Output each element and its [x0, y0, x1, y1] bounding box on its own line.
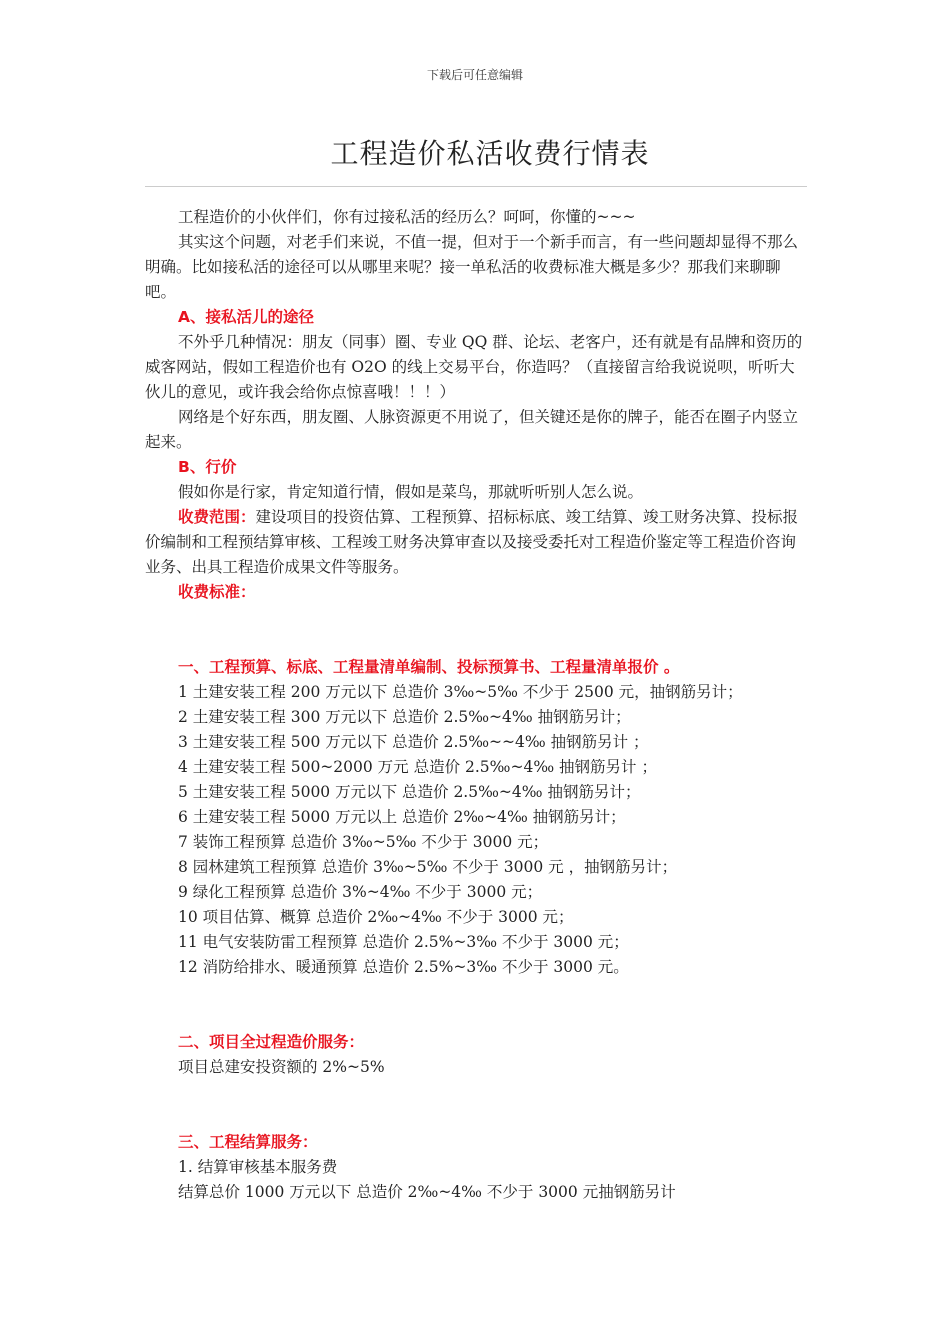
list-item: 3 土建安装工程 500 万元以下 总造价 2.5‰~~4‰ 抽钢筋另计 ； [178, 733, 649, 751]
intro-paragraph: 其实这个问题，对老手们来说，不值一提，但对于一个新手而言，有一些问题却显得不那么明确。比如接私活的途径可以从哪里来呢？接一单私活的收费标准大概是多少？那我们来聊聊吧。 [145, 233, 799, 301]
fee-scope-paragraph [145, 505, 807, 580]
list-item: 7 装饰工程预算 总造价 3‰~5‰ 不少于 3000 元； [178, 833, 549, 851]
section-b-heading: B、行价 [178, 458, 237, 476]
spacer [145, 605, 807, 655]
spacer [145, 1080, 807, 1130]
intro-paragraph: 工程造价的小伙伴们，你有过接私活的经历么？呵呵，你懂的~~~ [178, 208, 636, 226]
list-item: 12 消防给排水、暖通预算 总造价 2.5%~3‰ 不少于 3000 元。 [178, 958, 629, 976]
part3-line: 结算总价 1000 万元以下 总造价 2‰~4‰ 不少于 3000 元抽钢筋另计 [178, 1183, 676, 1201]
part2-text: 项目总建安投资额的 2%~5% [178, 1058, 385, 1076]
fee-standard-label: 收费标准： [178, 583, 256, 601]
list-item: 2 土建安装工程 300 万元以下 总造价 2.5‰~4‰ 抽钢筋另计； [178, 708, 631, 726]
list-item: 9 绿化工程预算 总造价 3%~4‰ 不少于 3000 元； [178, 883, 543, 901]
list-item: 11 电气安装防雷工程预算 总造价 2.5%~3‰ 不少于 3000 元； [178, 933, 629, 951]
document-body [145, 205, 807, 1205]
list-item: 1 土建安装工程 200 万元以下 总造价 3‰~5‰ 不少于 2500 元，抽钢筋另计； [178, 683, 743, 701]
part3-line: 1. 结算审核基本服务费 [178, 1158, 338, 1176]
list-item: 8 园林建筑工程预算 总造价 3‰~5‰ 不少于 3000 元 ，抽钢筋另计； [178, 858, 678, 876]
list-item: 4 土建安装工程 500~2000 万元 总造价 2.5‰~4‰ 抽钢筋另计 ； [178, 758, 657, 776]
list-item: 10 项目估算、概算 总造价 2‰~4‰ 不少于 3000 元； [178, 908, 574, 926]
fee-scope-text: 建设项目的投资估算、工程预算、招标标底、竣工结算、竣工财务决算、投标报价编制和工程预结算审核、工程竣工财务决算审查以及接受委托对工程造价鉴定等工程造价咨询业务、出具工程造价成果文件等服务。 [145, 508, 799, 576]
spacer [145, 980, 807, 1030]
document-title: 工程造价私活收费行情表 [330, 137, 650, 170]
list-item: 5 土建安装工程 5000 万元以下 总造价 2.5‰~4‰ 抽钢筋另计； [178, 783, 641, 801]
section-a-heading: A、接私活儿的途径 [178, 308, 314, 326]
part3-heading: 三、工程结算服务： [178, 1133, 318, 1151]
list-item: 6 土建安装工程 5000 万元以上 总造价 2‰~4‰ 抽钢筋另计； [178, 808, 626, 826]
title-divider [145, 186, 807, 187]
section-a-paragraph: 不外乎几种情况：朋友（同事）圈、专业 QQ 群、论坛、老客户，还有就是有品牌和资历的威客网站，假如工程造价也有 O2O 的线上交易平台，你造吗？（直接留言给我说说呗，听听大伙儿的意见，或许我会给你点惊喜哦！！！） [145, 333, 803, 401]
part2-heading: 二、项目全过程造价服务： [178, 1033, 365, 1051]
section-b-paragraph: 假如你是行家，肯定知道行情，假如是菜鸟，那就听听别人怎么说。 [178, 483, 644, 501]
header-note: 下载后可任意编辑 [426, 68, 523, 82]
part1-heading: 一、工程预算、标底、工程量清单编制、投标预算书、工程量清单报价 。 [178, 658, 680, 676]
section-a-paragraph: 网络是个好东西，朋友圈、人脉资源更不用说了，但关键还是你的牌子，能否在圈子内竖立起来。 [145, 408, 799, 451]
fee-scope-label: 收费范围： [178, 508, 256, 526]
